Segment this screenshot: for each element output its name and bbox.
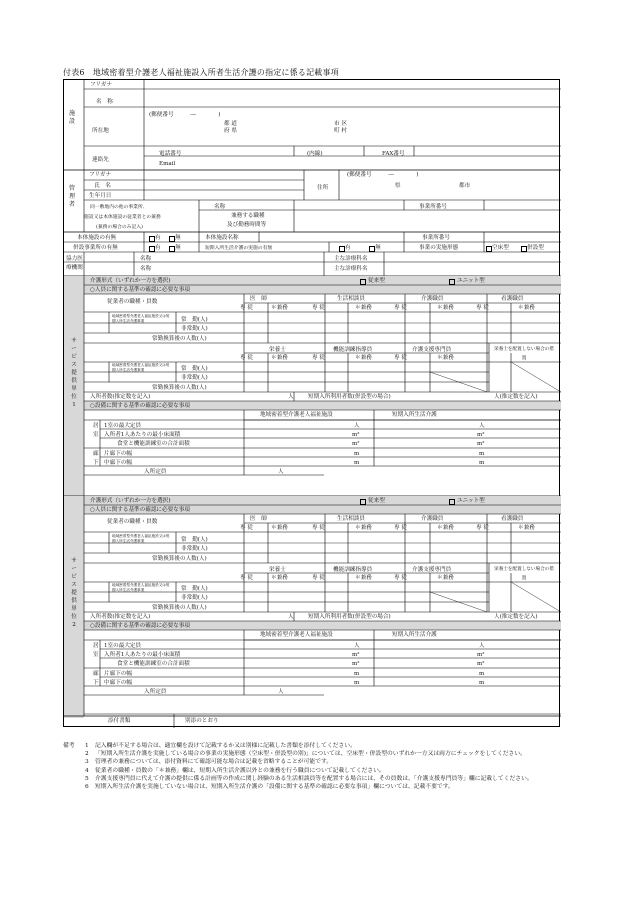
short-stay-no-label: 無 bbox=[375, 245, 381, 251]
coop-name-1: 名称 bbox=[140, 256, 152, 262]
staff-header: ○人員に関する基準の確認に必要な事項 bbox=[90, 287, 190, 293]
corridor-label: 廊下 bbox=[93, 451, 99, 466]
area-unit-1: m² bbox=[352, 652, 360, 658]
manager-section-label: 管理者 bbox=[68, 185, 75, 208]
nutrition-label: 栄養士 bbox=[269, 567, 286, 573]
corridor-1-label: 片廊下の幅 bbox=[104, 671, 132, 677]
full-header: 専 従 bbox=[394, 305, 407, 311]
main-facility-office-no: 事業所番号 bbox=[422, 235, 450, 241]
main-facility-no-label: 無 bbox=[175, 235, 181, 241]
full-header: 専 従 bbox=[240, 305, 253, 311]
m-unit-2: m bbox=[479, 451, 485, 457]
staff-note-2: 地域密着型介護老人福祉施設又は短期入所生活介護事業 bbox=[112, 363, 170, 372]
coop-name-2: 名称 bbox=[140, 266, 152, 272]
joint-yes-label: 有 bbox=[155, 245, 161, 251]
facility-city: 市 区 町 村 bbox=[334, 121, 347, 134]
note-text: 介護支援専門員に代えて介護の提供に係る計画等の作成に関し経験のある生活相談員等を配置する場合には、その員数は、「介護支援専門員等」欄に記載してください。 bbox=[95, 775, 533, 782]
manager-pref: 県 bbox=[395, 183, 401, 189]
short-users-unit: 人(推定数を記入) bbox=[494, 394, 538, 400]
fulltime-label: 常 勤(人) bbox=[181, 317, 208, 323]
note-text: 記入欄が不足する場合は、適宜欄を設けて記載するか又は別様に記載した書類を添付してください。 bbox=[95, 743, 356, 749]
m-unit-4: m bbox=[479, 680, 485, 686]
manager-address-label: 住所 bbox=[317, 185, 329, 191]
conventional-checkbox[interactable] bbox=[360, 499, 366, 505]
nutrition-label: 栄養士 bbox=[269, 347, 286, 353]
counselor-label: 生活相談員 bbox=[337, 296, 365, 302]
coop-dept-1: 主な診療科名 bbox=[334, 256, 368, 262]
note-item bbox=[63, 767, 563, 775]
concurrent-header-2: ＊兼務 bbox=[355, 575, 372, 581]
nurse-label: 看護職員 bbox=[501, 516, 524, 522]
dining-label: 食堂と機能訓練室の合計面積 bbox=[117, 441, 190, 447]
staff-title: 従業者の職種・員数 bbox=[107, 299, 158, 305]
unit-type-checkbox[interactable] bbox=[449, 279, 455, 285]
corridor-2-label: 中廊下の幅 bbox=[104, 460, 132, 466]
attachment-value: 別添のとおり bbox=[185, 718, 219, 724]
max-unit-2: 人 bbox=[479, 423, 485, 429]
manager-name-label: 氏 名 bbox=[94, 183, 111, 189]
concurrent-header: ＊兼務 bbox=[437, 305, 454, 311]
notes-title bbox=[63, 783, 85, 791]
counselor-label: 生活相談員 bbox=[337, 516, 365, 522]
m-unit-4: m bbox=[479, 460, 485, 466]
full-header: 専 従 bbox=[476, 305, 489, 311]
area-unit-4: m² bbox=[477, 661, 485, 667]
staff-note: 地域密着型介護老人福祉施設又は短期入所生活介護事業 bbox=[112, 534, 170, 543]
area-unit-3: m² bbox=[352, 441, 360, 447]
room-label: 居室 bbox=[93, 643, 99, 658]
coop-dept-2: 主な診療科名 bbox=[334, 266, 368, 272]
note-item bbox=[63, 783, 563, 791]
fte-label-2: 常勤換算後の人数(人) bbox=[152, 605, 207, 611]
note-text: 従業者の職種・員数の「＊兼務」欄は、短期入所生活介護以外との兼務を行う職員について記載してください。 bbox=[95, 767, 385, 774]
facility-col-label: 地域密着型介護老人福祉施設 bbox=[260, 412, 333, 418]
facility-contact-label: 連絡先 bbox=[92, 157, 109, 163]
area-unit-2: m² bbox=[477, 652, 485, 658]
notes-title bbox=[63, 750, 85, 758]
application-form bbox=[63, 79, 560, 727]
unit-type-checkbox[interactable] bbox=[449, 499, 455, 505]
equipment-header: ○設備に関する基準の確認に必要な事項 bbox=[90, 403, 190, 409]
residents-label: 入所者数(推定数を記入) bbox=[90, 614, 151, 620]
dining-label: 食堂と機能訓練室の合計面積 bbox=[117, 661, 190, 667]
residents-unit: 人 bbox=[288, 394, 294, 400]
concurrent-office-no: 事業所番号 bbox=[419, 204, 447, 210]
note-item bbox=[63, 758, 563, 766]
m-unit-3: m bbox=[354, 460, 360, 466]
min-area-label: 入所者1人あたりの最小床面積 bbox=[104, 432, 181, 438]
full-header-2: 専 従 bbox=[240, 355, 253, 361]
residents-label: 入所者数(推定数を記入) bbox=[90, 394, 151, 400]
max-unit-1: 人 bbox=[354, 643, 360, 649]
concurrent-job-label: 兼務する職種 bbox=[231, 213, 265, 219]
short-users-label: 短期入所利用者数(併設型の場合) bbox=[308, 394, 391, 400]
note-item bbox=[63, 775, 563, 783]
min-area-label: 入所者1人あたりの最小床面積 bbox=[104, 652, 181, 658]
note-number: 3 bbox=[85, 759, 89, 766]
concurrent-name-label: 名称 bbox=[214, 204, 226, 210]
trainer-label: 機能訓練指導員 bbox=[333, 347, 373, 353]
note-number: 6 bbox=[85, 784, 89, 791]
parttime-label-2: 非常勤(人) bbox=[181, 595, 208, 601]
fte-label-2: 常勤換算後の人数(人) bbox=[152, 385, 207, 391]
type-label: 事業の実施形態 bbox=[419, 245, 459, 251]
facility-extension: (内線) bbox=[307, 151, 323, 157]
nutrition-measure: 栄養士を配置しない場合の措置 bbox=[494, 567, 554, 581]
equipment-header: ○設備に関する基準の確認に必要な事項 bbox=[90, 623, 190, 629]
facility-pref: 都 道 府 県 bbox=[224, 121, 237, 134]
concurrent-header: ＊兼務 bbox=[355, 525, 372, 531]
full-header-2: 専 従 bbox=[394, 355, 407, 361]
conventional-label: 従来型 bbox=[368, 278, 385, 284]
full-header-2: 専 従 bbox=[312, 355, 325, 361]
parttime-label: 非常勤(人) bbox=[181, 546, 208, 552]
concurrent-header-2: ＊兼務 bbox=[271, 355, 288, 361]
concurrent-header-2: ＊兼務 bbox=[355, 355, 372, 361]
note-number: 1 bbox=[85, 743, 89, 749]
concurrent-header-2: ＊兼務 bbox=[271, 575, 288, 581]
doctor-label: 医 師 bbox=[250, 516, 267, 522]
conventional-checkbox[interactable] bbox=[360, 279, 366, 285]
fte-label: 常勤換算後の人数(人) bbox=[152, 556, 207, 562]
room-label: 居室 bbox=[93, 423, 99, 438]
full-header-2: 専 従 bbox=[312, 575, 325, 581]
facility-col-label: 地域密着型介護老人福祉施設 bbox=[260, 632, 333, 638]
parttime-label-2: 非常勤(人) bbox=[181, 375, 208, 381]
unit-side-label: サービス提供単位1 bbox=[71, 338, 77, 408]
short-stay-yes-label: 有 bbox=[345, 245, 351, 251]
unit-type-label: ユニット型 bbox=[457, 498, 485, 504]
facility-phone-label: 電話番号 bbox=[159, 151, 182, 157]
m-unit-1: m bbox=[354, 671, 360, 677]
staff-note-2: 地域密着型介護老人福祉施設又は短期入所生活介護事業 bbox=[112, 583, 170, 592]
max-cap-label: 1室の最大定員 bbox=[104, 423, 142, 429]
note-item bbox=[63, 750, 563, 758]
full-header: 専 従 bbox=[240, 525, 253, 531]
facility-postal: (郵便番号 ― ) bbox=[149, 112, 221, 118]
fulltime-label-2: 常 勤(人) bbox=[181, 366, 208, 372]
staff-title: 従業者の職種・員数 bbox=[107, 519, 158, 525]
note-number: 2 bbox=[85, 751, 89, 758]
parttime-label: 非常勤(人) bbox=[181, 326, 208, 332]
m-unit-3: m bbox=[354, 680, 360, 686]
concurrent-header: ＊兼務 bbox=[518, 525, 535, 531]
manager-furigana-label: フリガナ bbox=[89, 172, 112, 178]
trainer-label: 機能訓練指導員 bbox=[333, 567, 373, 573]
attachment-label: 添付書類 bbox=[108, 718, 131, 724]
note-text: 管理者の兼務については、添付資料にて確認可能な場合は記載を省略することが可能です。 bbox=[95, 759, 333, 766]
cooperating-label: 協力医療機関 bbox=[66, 256, 83, 271]
facility-address-label: 所在地 bbox=[92, 128, 109, 134]
notes-title bbox=[63, 767, 85, 775]
care-manager-label: 介護支援専門員 bbox=[412, 347, 452, 353]
note-text: 短期入所生活介護を実施していない場合は、短期入所生活介護の「設備に関する基準の確認に必要な事項」欄については、記載不要です。 bbox=[95, 784, 454, 791]
joint-no-label: 無 bbox=[175, 245, 181, 251]
full-header-2: 専 従 bbox=[240, 575, 253, 581]
fulltime-label: 常 勤(人) bbox=[181, 537, 208, 543]
nutrition-measure: 栄養士を配置しない場合の措置 bbox=[494, 347, 554, 361]
concurrent-header-2: ＊兼務 bbox=[437, 575, 454, 581]
doctor-label: 医 師 bbox=[250, 296, 267, 302]
short-col-label: 短期入所生活介護 bbox=[392, 632, 437, 638]
concurrent-header: ＊兼務 bbox=[271, 525, 288, 531]
m-unit-2: m bbox=[479, 671, 485, 677]
type-empty-label: 空床型 bbox=[492, 245, 509, 251]
care-label: 介護職員 bbox=[421, 296, 444, 302]
unit-type-label: ユニット型 bbox=[457, 278, 485, 284]
staff-note: 地域密着型介護老人福祉施設又は短期入所生活介護事業 bbox=[112, 314, 170, 323]
concurrent-note-3: (兼務の場合のみ記入) bbox=[96, 225, 143, 230]
short-users-label: 短期入所利用者数(併設型の場合) bbox=[308, 614, 391, 620]
capacity-unit: 人 bbox=[278, 469, 284, 475]
concurrent-header: ＊兼務 bbox=[437, 525, 454, 531]
main-facility-label: 本体施設の有無 bbox=[77, 235, 117, 241]
notes-title: 備考 bbox=[63, 743, 75, 749]
area-unit-1: m² bbox=[352, 432, 360, 438]
notes-title bbox=[63, 758, 85, 766]
conventional-label: 従来型 bbox=[368, 498, 385, 504]
capacity-label: 入所定員 bbox=[144, 689, 167, 695]
facility-email-label: Email bbox=[159, 161, 176, 167]
capacity-label: 入所定員 bbox=[144, 469, 167, 475]
area-unit-3: m² bbox=[352, 661, 360, 667]
note-number: 4 bbox=[85, 767, 89, 774]
facility-section-label: 施設 bbox=[68, 110, 75, 125]
concurrent-header-2: ＊兼務 bbox=[437, 355, 454, 361]
residents-unit: 人 bbox=[288, 614, 294, 620]
capacity-unit: 人 bbox=[278, 689, 284, 695]
care-mode-label: 介護形式（いずれか一方を選択) bbox=[90, 498, 171, 504]
note-item bbox=[63, 742, 563, 750]
notes-section bbox=[63, 742, 563, 791]
note-number: 5 bbox=[85, 775, 89, 782]
concurrent-hours-label: 及び勤務時間等 bbox=[227, 222, 267, 228]
joint-label: 併設事業所の有無 bbox=[73, 245, 118, 251]
unit-side-label: サービス提供単位2 bbox=[71, 558, 77, 628]
care-label: 介護職員 bbox=[421, 516, 444, 522]
area-unit-2: m² bbox=[477, 432, 485, 438]
max-unit-2: 人 bbox=[479, 643, 485, 649]
max-unit-1: 人 bbox=[354, 423, 360, 429]
short-stay-label: 短期入所生活介護の実施の有無 bbox=[205, 246, 273, 251]
concurrent-note-2: 施設又は本体施設の従業者との兼務 bbox=[84, 215, 161, 220]
note-text: 「短期入所生活介護を実施している場合の事業の実施形態（空床型・併設型の別)」については、空床型・併設型のいずれか一方又は両方にチェックをしてください。 bbox=[95, 751, 526, 758]
facility-fax-label: FAX番号 bbox=[382, 151, 405, 157]
type-joint-label: 併設型 bbox=[527, 245, 544, 251]
notes-title bbox=[63, 775, 85, 783]
staff-header: ○人員に関する基準の確認に必要な事項 bbox=[90, 507, 190, 513]
facility-name-label: 名 称 bbox=[96, 99, 113, 105]
full-header-2: 専 従 bbox=[394, 575, 407, 581]
manager-birth-label: 生年月日 bbox=[89, 193, 112, 199]
fte-label: 常勤換算後の人数(人) bbox=[152, 336, 207, 342]
nurse-label: 看護職員 bbox=[501, 296, 524, 302]
main-facility-yes-label: 有 bbox=[155, 235, 161, 241]
fulltime-label-2: 常 勤(人) bbox=[181, 586, 208, 592]
manager-city: 都市 bbox=[459, 183, 471, 189]
max-cap-label: 1室の最大定員 bbox=[104, 643, 142, 649]
concurrent-header: ＊兼務 bbox=[271, 305, 288, 311]
care-manager-label: 介護支援専門員 bbox=[412, 567, 452, 573]
short-col-label: 短期入所生活介護 bbox=[392, 412, 437, 418]
full-header: 専 従 bbox=[476, 525, 489, 531]
concurrent-note-1: 同一敷地内の他の事業所、 bbox=[90, 205, 148, 210]
manager-postal: (郵便番号 ― ) bbox=[347, 172, 419, 178]
full-header: 専 従 bbox=[394, 525, 407, 531]
corridor-1-label: 片廊下の幅 bbox=[104, 451, 132, 457]
short-users-unit: 人(推定数を記入) bbox=[494, 614, 538, 620]
concurrent-header: ＊兼務 bbox=[355, 305, 372, 311]
facility-furigana-label: フリガナ bbox=[90, 82, 113, 88]
full-header: 専 従 bbox=[312, 305, 325, 311]
area-unit-4: m² bbox=[477, 441, 485, 447]
m-unit-1: m bbox=[354, 451, 360, 457]
corridor-label: 廊下 bbox=[93, 671, 99, 686]
page-title: 付表6 地域密着型介護老人福祉施設入所者生活介護の指定に係る記載事項 bbox=[63, 68, 339, 77]
full-header: 専 従 bbox=[312, 525, 325, 531]
concurrent-header: ＊兼務 bbox=[518, 305, 535, 311]
corridor-2-label: 中廊下の幅 bbox=[104, 680, 132, 686]
main-facility-name-label: 本体施設名称 bbox=[205, 235, 239, 241]
care-mode-label: 介護形式（いずれか一方を選択) bbox=[90, 278, 171, 284]
